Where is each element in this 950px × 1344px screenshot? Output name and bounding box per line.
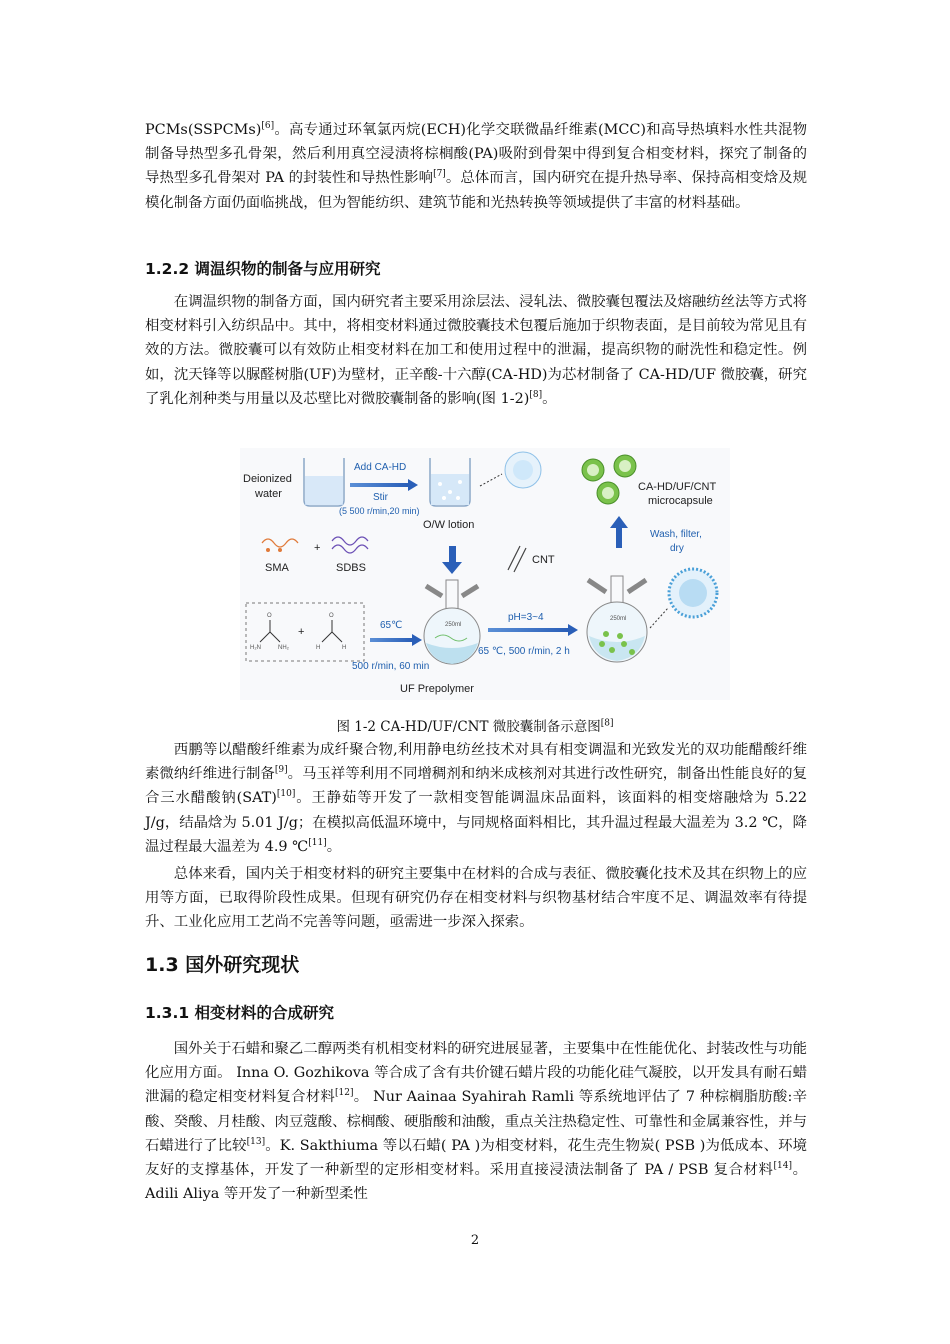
capsule-cnt-icon bbox=[669, 569, 717, 617]
beaker-water-icon bbox=[304, 458, 344, 506]
citation: [7] bbox=[433, 169, 446, 180]
label-condition2: 65 ℃, 500 r/min, 2 h bbox=[478, 646, 570, 657]
flask-label-2: 250ml bbox=[610, 616, 627, 622]
label-water: water bbox=[255, 488, 282, 500]
sdbs-molecule-icon bbox=[332, 537, 368, 553]
label-wash: Wash, filter, bbox=[650, 529, 702, 540]
label-microcapsule-1: CA-HD/UF/CNT bbox=[638, 481, 717, 493]
paragraph-foreign-research: 国外关于石蜡和聚乙二醇两类有机相变材料的研究进展显著，主要集中在性能优化、封装改性与功能化应用方面。 Inna O. Gozhikova 等合成了含有共价键石蜡片段的功能化硅气凝胶，以开发具有耐石蜡泄漏的稳定相变材料复合材料[12]。 Nur Aainaa Syahirah Ramli 等系统地评估了 7 种棕榈脂肪酸:辛酸、癸酸、月桂酸、肉豆蔻酸、棕榈酸、硬脂酸和油酸，重点关注热稳定性、可靠性和金属兼容性，并与石蜡进行了比较[13]。K. Sakthiuma 等以石蜡( PA )为相变材料，花生壳生物炭( PSB )为低成本、环境友好的支撑基体，开发了一种新型的定形相变材料。采用直接浸渍法制备了 PA / PSB 复合材料[14]。Adili Aliya 等开发了一种新型柔性 bbox=[145, 1041, 807, 1203]
section-heading-1-2-2: 1.2.2 调温织物的制备与应用研究 bbox=[145, 260, 381, 278]
label-ph: pH=3~4 bbox=[508, 612, 544, 623]
label-sma: SMA bbox=[265, 562, 289, 574]
atom-o: O bbox=[267, 613, 272, 619]
citation: [9] bbox=[274, 765, 288, 776]
citation: [11] bbox=[308, 838, 327, 849]
label-condition1: 500 r/min, 60 min bbox=[352, 661, 430, 672]
label-uf-prepolymer: UF Prepolymer bbox=[400, 683, 474, 695]
label-ow-lotion: O/W lotion bbox=[423, 519, 475, 531]
citation: [14] bbox=[773, 1161, 792, 1172]
page-number: 2 bbox=[470, 1233, 480, 1248]
atom-o-2: O bbox=[329, 613, 334, 619]
plus-sign-2: + bbox=[298, 626, 305, 638]
arrow-right-icon bbox=[350, 483, 408, 487]
flask-label-1: 250ml bbox=[445, 622, 462, 628]
arrow-right-icon-2 bbox=[412, 634, 422, 646]
label-stir-condition: (5 500 r/min,20 min) bbox=[339, 506, 420, 516]
figure-caption: 图 1-2 CA-HD/UF/CNT 微胶囊制备示意图[8] bbox=[336, 718, 614, 735]
citation: [13] bbox=[246, 1137, 266, 1148]
label-dry: dry bbox=[670, 543, 684, 554]
atom-h-2: H bbox=[342, 645, 347, 651]
cnt-icon bbox=[508, 546, 526, 572]
scheme-diagram bbox=[240, 448, 730, 700]
citation: [8] bbox=[600, 718, 614, 729]
paragraph-ssp-cms: PCMs(SSPCMs)[6]。高专通过环氧氯丙烷(ECH)化学交联微晶纤维素(MCC)和高导热填料水性共混物制备导热型多孔骨架，然后利用真空浸渍将棕榈酸(PA)吸附到骨架中得到复合相变材料，探究了制备的导热型多孔骨架对 PA 的封装性和导热性影响[7]。总体而言，国内研究在提升热导率、保持高相变焓及规模化制备方面仍面临挑战，但为智能纺织、建筑节能和光热转换等领域提供了丰富的材料基础。 bbox=[145, 121, 807, 211]
figure-microcapsule-scheme bbox=[240, 448, 730, 700]
arrow-up-icon bbox=[610, 516, 628, 528]
section-heading-1-3-1: 1.3.1 相变材料的合成研究 bbox=[145, 1004, 335, 1022]
urea-molecule-icon bbox=[260, 620, 280, 642]
paragraph-acetate-fibers: 西鹏等以醋酸纤维素为成纤聚合物,利用静电纺丝技术对具有相变调温和光致发光的双功能醋酸纤维素微纳纤维进行制备[9]。马玉祥等利用不同增稠剂和纳米成核剂对其进行改性研究，制备出性能良好的复合三水醋酸钠(SAT)[10]。王静茹等开发了一款相变智能调温床品面料，该面料的相变熔融焓为 5.22 J/g，结晶焓为 5.01 J/g；在模拟高低温环境中，与同规格面料相比，其升温过程最大温差为 3.2 ℃，降温过程最大温差为 4.9 ℃[11]。 bbox=[145, 742, 807, 855]
label-temp1: 65℃ bbox=[380, 620, 403, 631]
atom-nh2: NH₂ bbox=[278, 645, 289, 651]
formaldehyde-molecule-icon bbox=[322, 620, 342, 642]
microcapsule-icon bbox=[582, 455, 636, 504]
label-deionized: Deionized bbox=[243, 473, 292, 485]
sma-molecule-icon bbox=[262, 539, 298, 552]
label-microcapsule-2: microcapsule bbox=[648, 495, 713, 507]
label-cnt: CNT bbox=[532, 554, 555, 566]
label-sdbs: SDBS bbox=[336, 562, 366, 574]
label-stir: Stir bbox=[373, 492, 388, 503]
atom-h2n: H₂N bbox=[250, 645, 261, 651]
citation: [12] bbox=[334, 1088, 354, 1099]
beaker-emulsion-icon bbox=[430, 458, 470, 506]
paragraph-summary: 总体来看，国内关于相变材料的研究主要集中在材料的合成与表征、微胶囊化技术及其在织物上的应用等方面，已取得阶段性成果。但现有研究仍存在相变材料与织物基材结合牢度不足、调温效率有待提升、工业化应用工艺尚不完善等问题，亟需进一步深入探索。 bbox=[145, 866, 807, 931]
arrow-right-icon-3 bbox=[568, 624, 578, 636]
plus-sign: + bbox=[314, 542, 321, 554]
section-heading-1-3: 1.3 国外研究现状 bbox=[145, 954, 300, 976]
paragraph-fabric-preparation: 在调温织物的制备方面，国内研究者主要采用涂层法、浸轧法、微胶囊包覆法及熔融纺丝法等方式将相变材料引入纺织品中。其中，将相变材料通过微胶囊技术包覆后施加于织物表面，是目前较为常见且有效的方法。微胶囊可以有效防止相变材料在加工和使用过程中的泄漏，提高织物的耐洗性和稳定性。例如，沈天锋等以脲醛树脂(UF)为壁材，正辛酸-十六醇(CA-HD)为芯材制备了 CA-HD/UF 微胶囊，研究了乳化剂种类与用量以及芯壁比对微胶囊制备的影响(图 1-2)[8]。 bbox=[145, 294, 807, 407]
atom-h-1: H bbox=[316, 645, 321, 651]
citation: [8] bbox=[529, 390, 543, 401]
citation: [10] bbox=[276, 789, 296, 800]
label-add-cahd: Add CA-HD bbox=[354, 462, 407, 473]
emulsion-droplet-icon bbox=[505, 452, 541, 488]
citation: [6] bbox=[261, 121, 275, 132]
arrow-down-icon bbox=[442, 562, 462, 574]
